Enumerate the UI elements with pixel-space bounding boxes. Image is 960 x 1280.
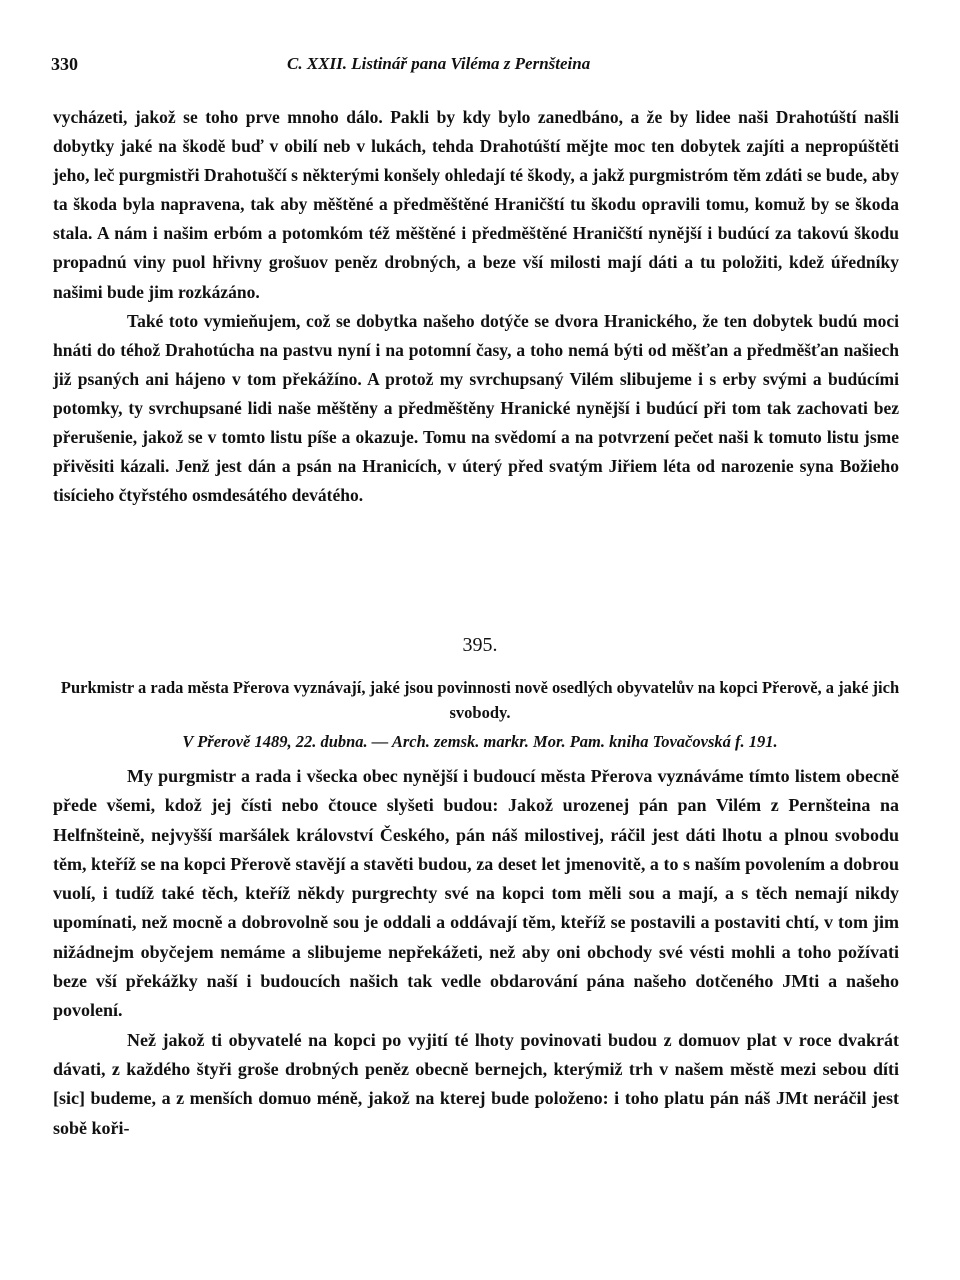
- document-regest: Purkmistr a rada města Přerova vyznávají, jaké jsou povinnosti nově osedlých obyvatelův na kopci Přerově, a jaké jich svobody.: [60, 678, 900, 722]
- paragraph: Než jakož ti obyvatelé na kopci po vyjití té lhoty povinovati budou z domuov plat v roce dvakrát dávati, z každého štyři groše drobných peněz obecně bernejch, kterýmiž trh v našem městě mezi sebou díti [sic] budeme, a z menších domuo méně, jakož na kterej bude položeno: i toho platu pán náš JMt neráčil jest sobě koři-: [53, 1029, 899, 1138]
- document-number: 395.: [462, 634, 498, 656]
- paragraph: Také toto vymieňujem, což se dobytka našeho dotýče se dvora Hranického, že ten dobytek budú moci hnáti do téhož Drahotúcha na pastvu nyní i na potomní časy, a toho nemá býti od měšťan a předměšťan našiech již psaných ani hájeno v tom překážíno. A protož my svrchupsaný Vilém slibujeme i s erby svými a budúcími potomky, ty svrchupsané lidi naše měštěny a předměštěny Hranické nynější i budúcí při tom tak zachovati bez přerušenie, jakož se v tomto listu píše a okazuje. Tomu na svědomí a na potvrzení pečet naši k tomuto listu jsme přivěsiti kázali. Jenž jest dán a psán na Hranicích, v úterý před svatým Jiřiem léta od narozenie syna Božieho tisícieho čtyřstého osmdesátého devátého.: [53, 310, 899, 506]
- running-head: C. XXII. Listinář pana Viléma z Pernšteina: [287, 54, 591, 73]
- page-header: [51, 54, 900, 80]
- paragraph: My purgmistr a rada i všecka obec nynější i budoucí města Přerova vyznáváme tímto listem obecně přede všemi, kdož jej čísti nebo čtouce slyšeti budou: Jakož urozenej pán pan Vilém z Pernšteina na Helfnšteině, nejvyšší maršálek království Českého, pán náš milostivej, ráčil jest dáti lhotu a plnou svobodu těm, kteříž se na kopci Přerově stavějí a stavěti budou, za deset let jmenovitě, a to s naším povolením a dobrou vuolí, i tudíž také těch, kteříž někdy purgrechty své na kopci tom měli sou a mají, a s těch nemají nikdy upomínati, než mocně a dobrovolně sou je oddali a oddávají těm, kteříž se postavili a postaviti chtí, v tom jim nižádnejm obyčejem nemáme a slibujeme nepřekážeti, než aby oni obchody své vésti mohli a toho požívati beze vší překážky naší i budoucích našich tak vedle obdarování pána našeho dotčeného JMti a našeho povolení.: [53, 766, 899, 1021]
- continued-text-block: [53, 103, 899, 510]
- page-number: 330: [51, 54, 78, 74]
- document-text-block: [53, 762, 899, 1143]
- paragraph: vycházeti, jakož se toho prve mnoho dálo. Pakli by kdy bylo zanedbáno, a že by lidee naši Drahotúští našli dobytky jaké na škodě buď v obilí neb v lukách, tehda Drahotúští mějte moc ten dobytek zajíti a nepropúštěti jeho, leč purgmistři Drahotuščí s některými konšely ohledají té škody, a jakž purgmistróm těm zdáti se bude, aby ta škoda byla napravena, tak aby měštěné a předměštěné Hraničští tu škodu opravili tomu, komuž by se škoda stala. A nám i našim erbóm a potomkóm též měštěné i předměštěné Hraničští nynější i budúcí za takovú škodu propadnú viny puol hřivny grošuov peněz drobných, a beze vší milosti mají dáti a tu položiti, kdež úředníky našimi bude jim rozkázáno.: [53, 107, 899, 302]
- document-source: V Přerově 1489, 22. dubna. — Arch. zemsk. markr. Mor. Pam. kniha Tovačovská f. 191.: [182, 732, 778, 751]
